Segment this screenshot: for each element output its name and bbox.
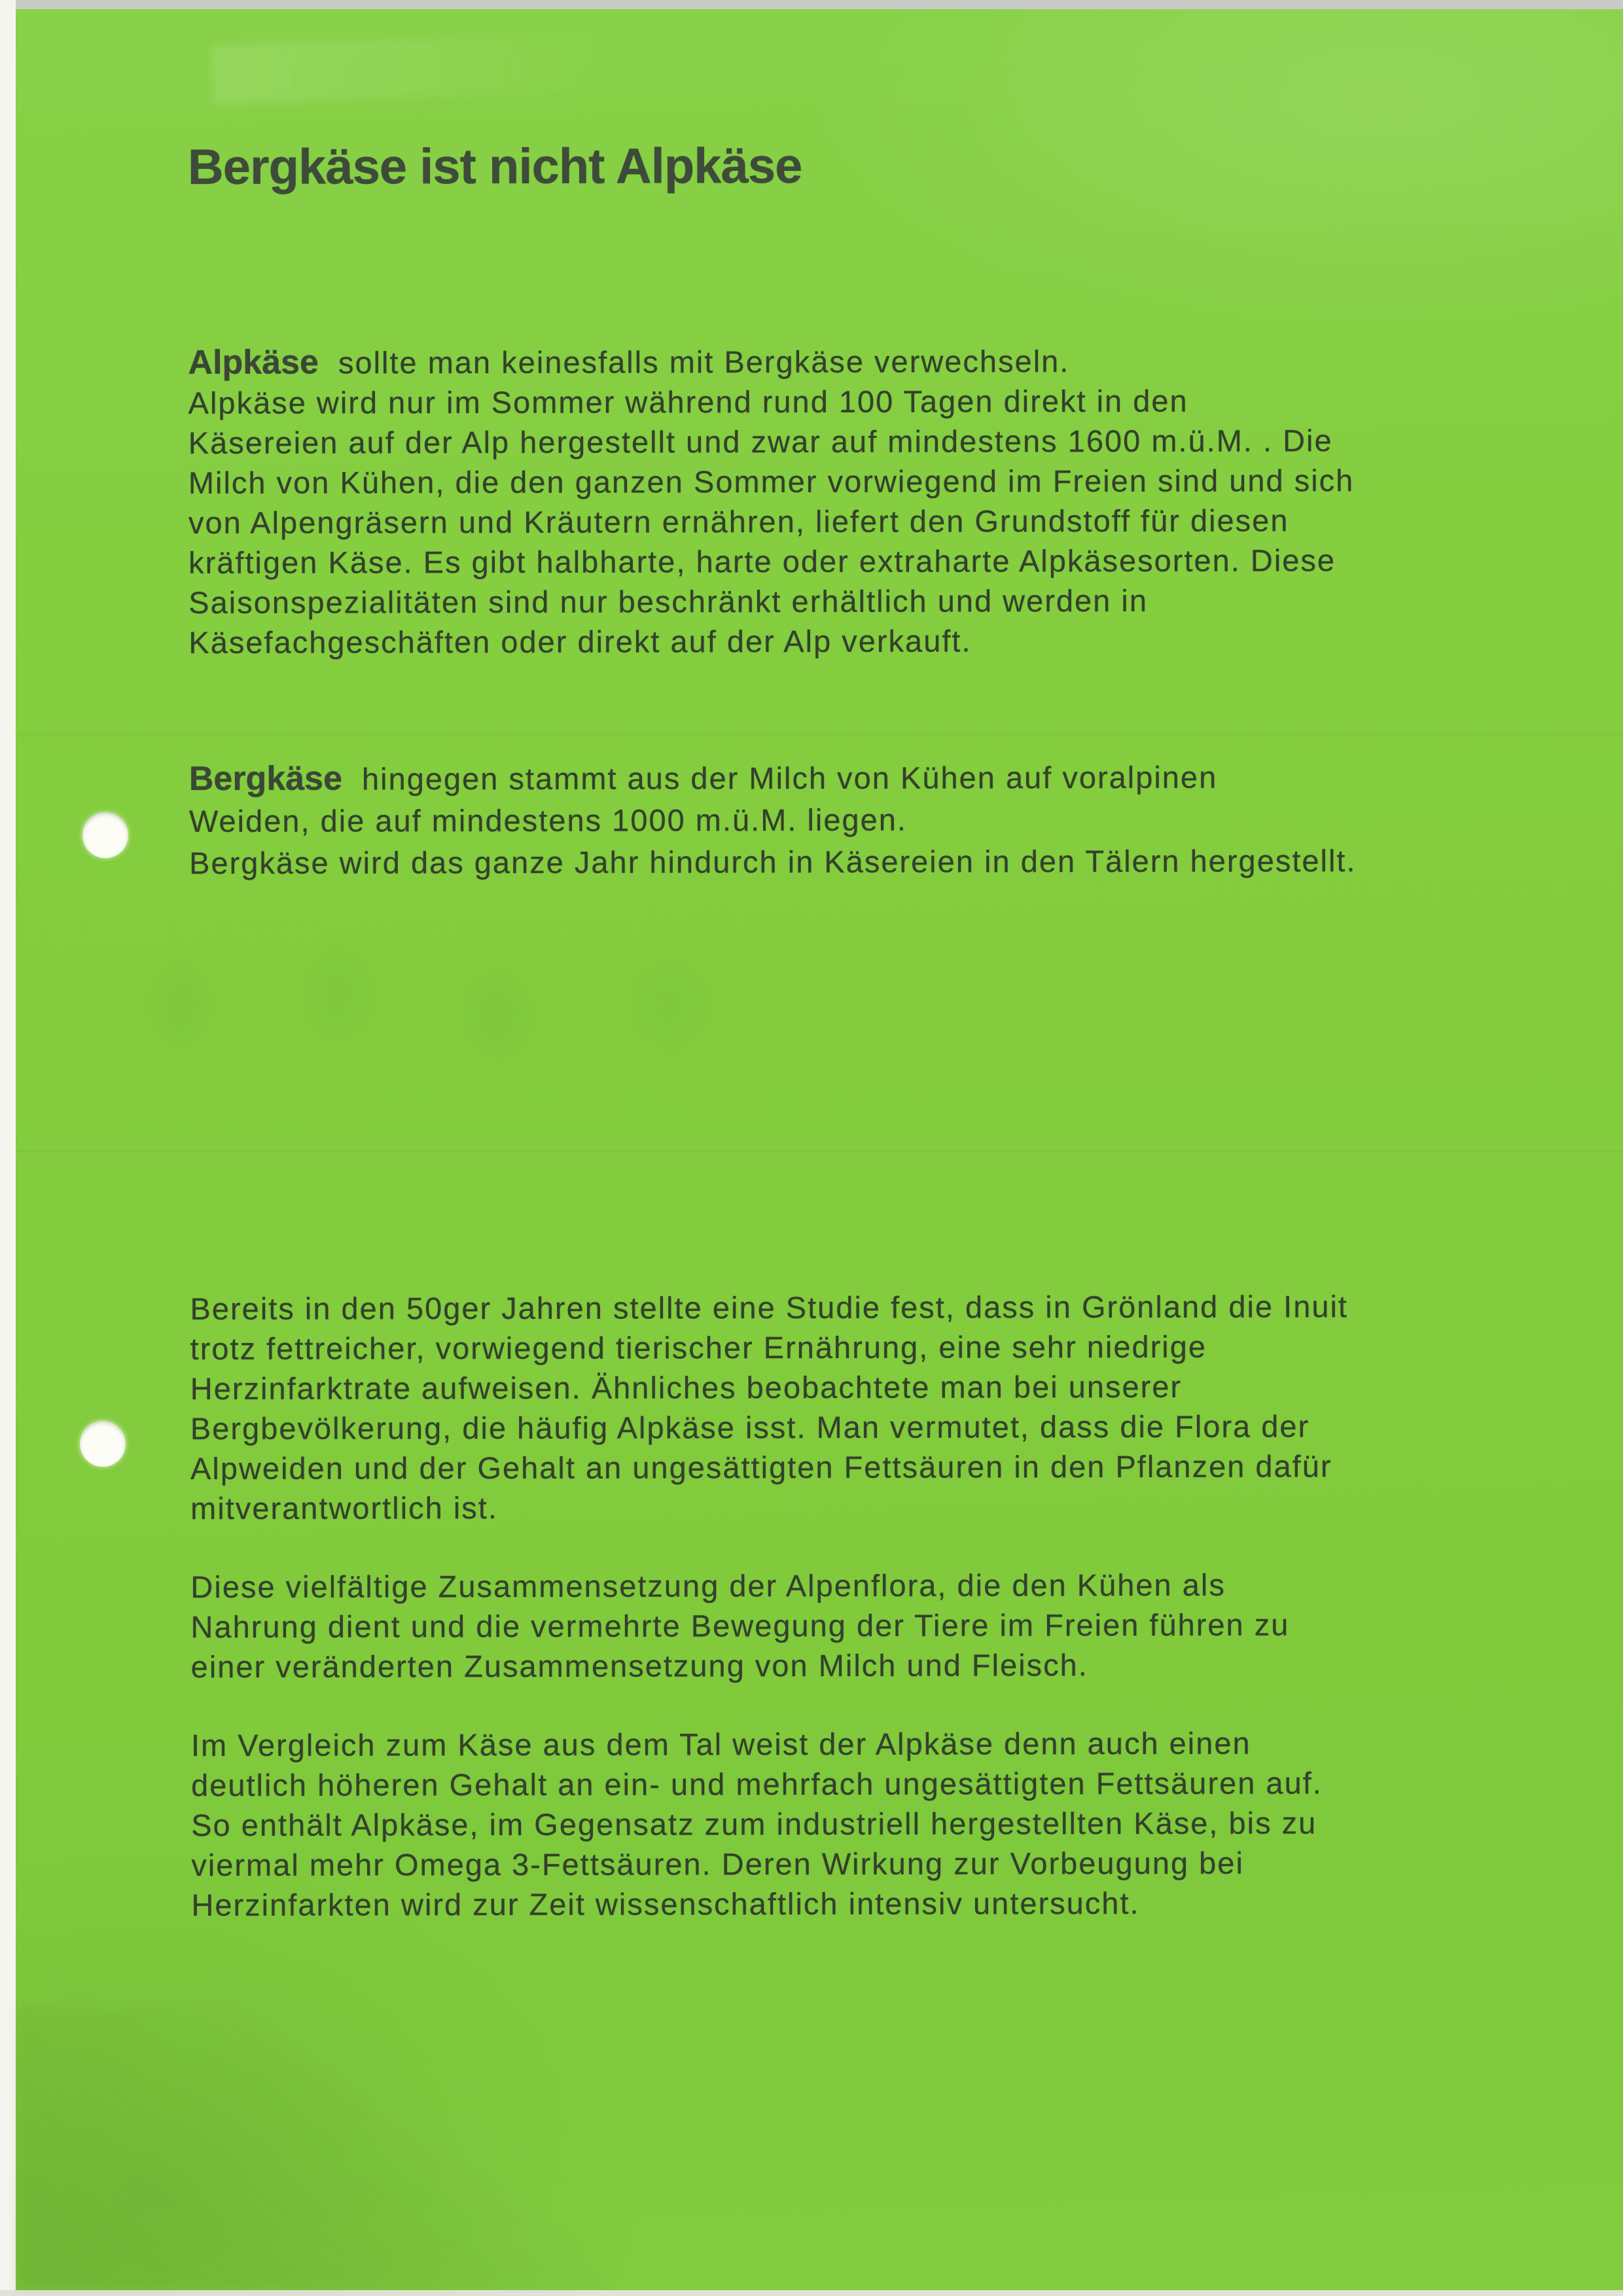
text-line: mitverantwortlich ist. <box>190 1490 498 1526</box>
text-line: viermal mehr Omega 3-Fettsäuren. Deren Wirkung zur Vorbeugung bei <box>191 1845 1244 1883</box>
document-content <box>13 7 1623 2291</box>
lead-line-text: hingegen stammt aus der Milch von Kühen auf voralpinen <box>361 759 1218 797</box>
text-line: Bergbevölkerung, die häufig Alpkäse isst. Man vermutet, dass die Flora der <box>190 1408 1310 1446</box>
text-line <box>189 755 1537 800</box>
paragraph-lines <box>191 1723 1540 1925</box>
paragraph-lines <box>189 798 1537 884</box>
text-line: Saisonspezialitäten sind nur beschränkt erhältlich und werden in <box>188 583 1148 620</box>
text-line: Käsefachgeschäften oder direkt auf der Alp verkauft. <box>188 623 972 660</box>
text-line <box>188 340 1536 383</box>
page-title: Bergkäse ist nicht Alpkäse <box>187 138 802 196</box>
text-line: einer veränderten Zusammensetzung von Milch und Fleisch. <box>190 1647 1088 1685</box>
text-line: Bereits in den 50ger Jahren stellte eine Studie fest, dass in Grönland die Inuit <box>190 1289 1348 1327</box>
paragraph-bergkaese <box>189 755 1537 884</box>
paragraph-lines <box>190 1286 1539 1528</box>
text-line: Herzinfarkten wird zur Zeit wissenschaftlich intensiv untersucht. <box>191 1885 1140 1923</box>
text-line: Bergkäse wird das ganze Jahr hindurch in Käsereien in den Tälern hergestellt. <box>189 843 1357 881</box>
text-line: Nahrung dient und die vermehrte Bewegung der Tiere im Freien führen zu <box>190 1607 1290 1645</box>
lead-word: Bergkäse <box>188 759 343 798</box>
text-line: Käsereien auf der Alp hergestellt und zwar auf mindestens 1600 m.ü.M. . Die <box>188 423 1333 461</box>
text-line: Weiden, die auf mindestens 1000 m.ü.M. liegen. <box>188 802 907 839</box>
lead-word: Alpkäse <box>188 343 319 382</box>
text-line: kräftigen Käse. Es gibt halbharte, harte oder extraharte Alpkäsesorten. Diese <box>188 543 1336 581</box>
paper-sheet <box>16 9 1623 2290</box>
text-line: So enthält Alpkäse, im Gegensatz zum industriell hergestellten Käse, bis zu <box>191 1805 1317 1843</box>
paragraph-studie <box>190 1286 1539 1528</box>
text-line: Herzinfarktrate aufweisen. Ähnliches beobachtete man bei unserer <box>190 1369 1183 1407</box>
text-line: Alpweiden und der Gehalt an ungesättigten Fettsäuren in den Pflanzen dafür <box>190 1448 1332 1486</box>
scan-margin-left <box>0 0 16 2296</box>
paragraph-lines <box>190 1564 1539 1687</box>
text-line: Alpkäse wird nur im Sommer während rund 100 Tagen direkt in den <box>188 383 1188 421</box>
paragraph-alpkaese <box>188 340 1537 662</box>
paragraph-vergleich <box>191 1723 1540 1925</box>
lead-line-text: sollte man keinesfalls mit Bergkäse verwechseln. <box>338 344 1070 380</box>
text-line: von Alpengräsern und Kräutern ernähren, liefert den Grundstoff für diesen <box>188 503 1289 541</box>
text-line: Diese vielfältige Zusammensetzung der Alpenflora, die den Kühen als <box>190 1567 1226 1605</box>
text-line: deutlich höheren Gehalt an ein- und mehrfach ungesättigten Fettsäuren auf. <box>190 1765 1323 1803</box>
text-line: Im Vergleich zum Käse aus dem Tal weist der Alpkäse denn auch einen <box>190 1725 1251 1763</box>
paragraph-alpenflora <box>190 1564 1539 1687</box>
text-line: trotz fettreicher, vorwiegend tierischer Ernährung, eine sehr niedrige <box>190 1329 1207 1367</box>
text-line: Milch von Kühen, die den ganzen Sommer vorwiegend im Freien sind und sich <box>188 463 1355 501</box>
paragraph-lines <box>188 380 1537 662</box>
